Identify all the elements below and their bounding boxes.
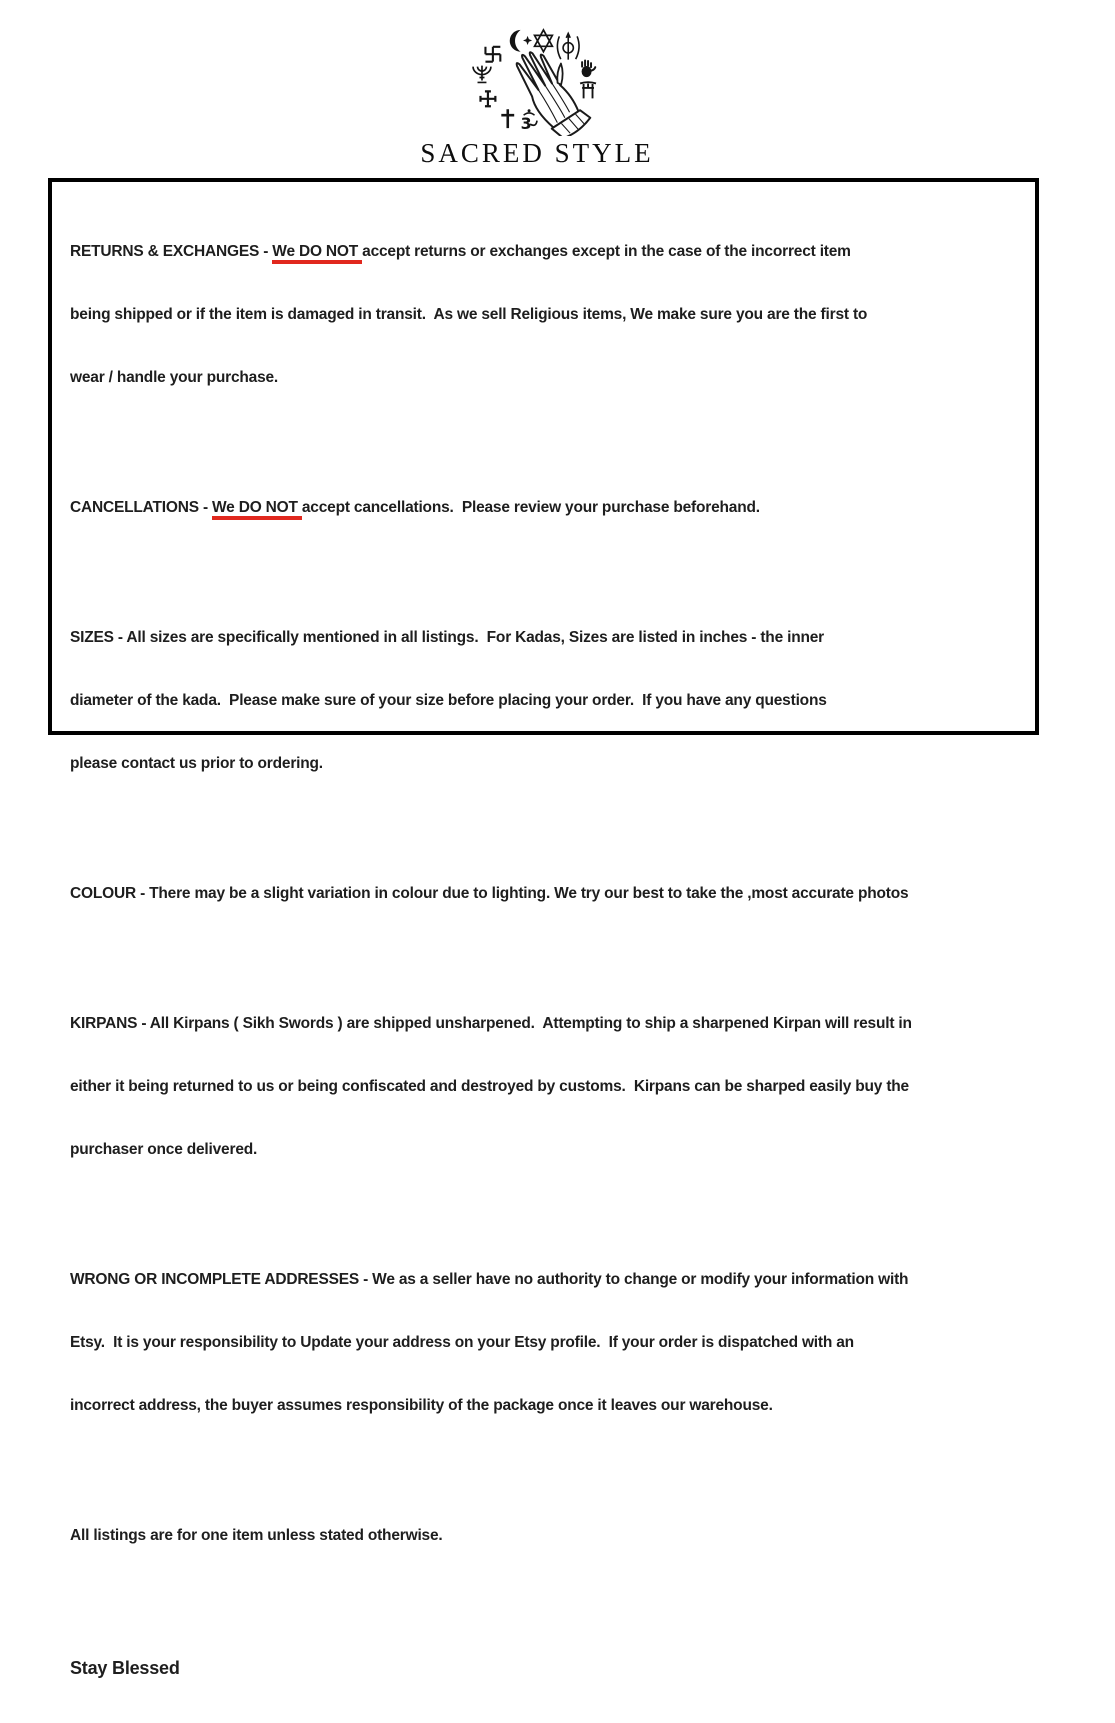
policy-line: KIRPANS - All Kirpans ( Sikh Swords ) are shipped unsharpened. Attempting to ship a sharpened Kirpan will result in bbox=[70, 1015, 912, 1032]
brand-name: SACRED STYLE bbox=[420, 138, 654, 168]
policy-line: All listings are for one item unless stated otherwise. bbox=[70, 1527, 443, 1544]
policy-line: wear / handle your purchase. bbox=[70, 369, 279, 386]
policy-line: WRONG OR INCOMPLETE ADDRESSES - We as a seller have no authority to change or modify your information with bbox=[70, 1271, 909, 1288]
addresses-policy bbox=[70, 1227, 1017, 1458]
policy-line bbox=[70, 497, 1017, 518]
policy-line bbox=[70, 241, 1017, 262]
policy-line: incorrect address, the buyer assumes responsibility of the package once it leaves our warehouse. bbox=[70, 1397, 773, 1414]
menorah-icon bbox=[473, 66, 491, 83]
policy-line: being shipped or if the item is damaged in transit. As we sell Religious items, We make sure you are the first to bbox=[70, 306, 868, 323]
cancellations-policy bbox=[70, 455, 1017, 560]
policy-line: SIZES - All sizes are specifically mentioned in all listings. For Kadas, Sizes are listed in inches - the inner bbox=[70, 629, 824, 646]
policy-line: diameter of the kada. Please make sure of your size before placing your order. If you have any questions bbox=[70, 692, 827, 709]
jain-hand-icon bbox=[582, 60, 596, 77]
khanda-icon bbox=[557, 33, 579, 59]
torii-gate-icon bbox=[580, 82, 596, 98]
policy-line: COLOUR - There may be a slight variation in colour due to lighting. We try our best to take the ,most accurate photos bbox=[70, 885, 909, 902]
kirpans-policy bbox=[70, 971, 1017, 1202]
red-underlined-emphasis: We DO NOT bbox=[272, 243, 362, 264]
colour-policy bbox=[70, 841, 1017, 946]
policy-heading-text: RETURNS & EXCHANGES - bbox=[70, 243, 273, 260]
policy-line: Stay Blessed bbox=[70, 1658, 180, 1678]
returns-policy bbox=[70, 199, 1017, 430]
om-icon bbox=[521, 109, 537, 133]
brand-logo bbox=[402, 22, 672, 169]
star-of-david-icon bbox=[535, 30, 553, 52]
single-item-note bbox=[70, 1483, 1017, 1588]
swastika-icon bbox=[485, 47, 500, 62]
crescent-and-star-icon bbox=[510, 30, 532, 52]
policy-line: either it being returned to us or being confiscated and destroyed by customs. Kirpans can be sharped easily buy the bbox=[70, 1078, 909, 1095]
policy-box bbox=[48, 178, 1039, 1678]
svg-text:3: 3 bbox=[520, 114, 532, 134]
policy-line: Etsy. It is your responsibility to Update your address on your Etsy profile. If your order is dispatched with an bbox=[70, 1334, 854, 1351]
praying-hands-icon bbox=[452, 22, 622, 136]
policy-line: purchaser once delivered. bbox=[70, 1141, 258, 1158]
red-underlined-emphasis: We DO NOT bbox=[212, 499, 302, 520]
latin-cross-icon bbox=[501, 109, 514, 128]
policy-heading-text: CANCELLATIONS - bbox=[70, 499, 213, 516]
policy-line: please contact us prior to ordering. bbox=[70, 755, 323, 772]
policy-text: accept returns or exchanges except in the case of the incorrect item bbox=[362, 243, 851, 260]
closing-message bbox=[70, 1613, 1017, 1723]
sizes-policy bbox=[70, 585, 1017, 816]
cross-crosslet-icon bbox=[480, 91, 495, 106]
policy-text: accept cancellations. Please review your purchase beforehand. bbox=[301, 499, 760, 516]
